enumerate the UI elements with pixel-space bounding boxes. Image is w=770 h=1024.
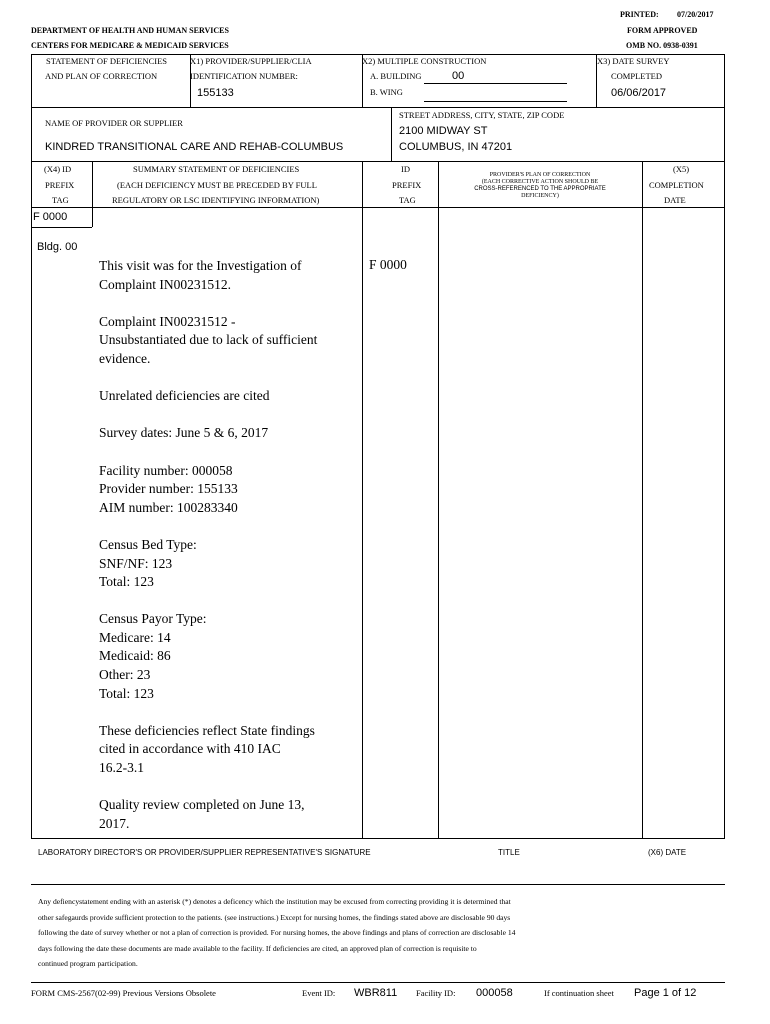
prefix-tag: F 0000 — [33, 211, 68, 223]
summary-line: cited in accordance with 410 IAC — [99, 741, 281, 757]
signature-bottom-line — [31, 884, 725, 885]
summary-line: These deficiencies reflect State findings — [99, 722, 315, 738]
facility-id: 000058 — [476, 987, 513, 999]
summary-line: Census Payor Type: — [99, 611, 207, 627]
omb-number: OMB NO. 0938-0391 — [626, 41, 698, 50]
title-label: TITLE — [498, 848, 520, 857]
table-left-border — [31, 54, 32, 838]
page-number: Page 1 of 12 — [634, 987, 697, 999]
summary-line: Unrelated deficiencies are cited — [99, 388, 270, 404]
top-table-border — [31, 54, 725, 55]
printed-label: PRINTED: — [620, 10, 659, 19]
summary-line: 16.2-3.1 — [99, 760, 144, 776]
summary-line: This visit was for the Investigation of — [99, 258, 302, 273]
address-line-2: COLUMBUS, IN 47201 — [399, 141, 513, 153]
plan-header-3: CROSS-REFERENCED TO THE APPROPRIATE — [474, 186, 606, 192]
statement-label-1: STATEMENT OF DEFICIENCIES — [46, 56, 168, 66]
x4-header-3: TAG — [52, 195, 69, 205]
summary-line: Survey dates: June 5 & 6, 2017 — [99, 425, 269, 441]
x4-header-2: PREFIX — [45, 180, 75, 190]
summary-line: Other: 23 — [99, 667, 151, 683]
id-header-1: ID — [401, 164, 410, 174]
disclaimer-line: days following the date these documents are made available to the facility. If deficiencies are cited, an approved plan of correction is requisite to — [38, 943, 477, 953]
id-col-divider — [438, 161, 439, 838]
provider-row-divider — [31, 161, 725, 162]
prefix-tag-divider — [92, 207, 93, 227]
summary-line: Facility number: 000058 — [99, 462, 233, 478]
signature-label: LABORATORY DIRECTOR'S OR PROVIDER/SUPPLIER REPRESENTATIVE'S SIGNATURE — [38, 848, 371, 857]
x1-label-1: X1) PROVIDER/SUPPLIER/CLIA — [190, 56, 312, 66]
summary-line: Total: 123 — [99, 574, 154, 590]
summary-paragraph — [99, 313, 359, 369]
disclaimer-line: other safegaurds provide sufficient protection to the patients. (see instructions.) Except for nursing homes, the findings stated above are disclosable 90 days — [38, 912, 511, 922]
summary-paragraph — [99, 462, 359, 518]
disclaimer-line: continued program participation. — [38, 959, 138, 969]
plan-header-2: (EACH CORRECTIVE ACTION SHOULD BE — [481, 179, 599, 185]
summary-line: Census Bed Type: — [99, 536, 197, 552]
summary-line: Quality review completed on June 13, — [99, 797, 305, 813]
summary-paragraph — [99, 424, 359, 443]
printed-date: 07/20/2017 — [677, 10, 714, 19]
x6-date-label: (X6) DATE — [648, 848, 687, 857]
prefix-col-divider — [92, 161, 93, 207]
summary-line: AIM number: 100283340 — [99, 499, 238, 515]
x5-header-3: DATE — [664, 195, 686, 205]
x3-label-2: COMPLETED — [611, 71, 662, 81]
summary-line: Complaint IN00231512 - — [99, 313, 236, 329]
address-line-1: 2100 MIDWAY ST — [399, 125, 488, 137]
summary-header-3: REGULATORY OR LSC IDENTIFYING INFORMATION) — [112, 195, 320, 205]
summary-line: evidence. — [99, 350, 151, 366]
address-label: STREET ADDRESS, CITY, STATE, ZIP CODE — [399, 110, 565, 120]
continuation-label: If continuation sheet — [544, 988, 614, 998]
summary-line: Total: 123 — [99, 685, 154, 701]
plan-header-4: DEFICIENCY) — [521, 193, 559, 199]
summary-line: SNF/NF: 123 — [99, 555, 173, 571]
x5-header-1: (X5) — [673, 164, 690, 174]
prefix-tag-underline — [31, 227, 92, 228]
id-header-2: PREFIX — [392, 180, 422, 190]
summary-line: Provider number: 155133 — [99, 481, 238, 497]
disclaimer-text — [38, 894, 618, 972]
x1-label-2: IDENTIFICATION NUMBER: — [190, 71, 298, 81]
x4-header-1: (X4) ID — [44, 164, 72, 174]
wing-underline — [424, 101, 567, 102]
top-table-divider — [31, 107, 725, 108]
form-approved: FORM APPROVED — [627, 26, 698, 35]
summary-header-1: SUMMARY STATEMENT OF DEFICIENCIES — [133, 164, 300, 174]
summary-paragraph — [99, 722, 359, 778]
wing-label: B. WING — [370, 87, 403, 97]
summary-line: Medicare: 14 — [99, 629, 171, 645]
summary-paragraph — [99, 610, 359, 703]
building-label: A. BUILDING — [370, 71, 422, 81]
footer-top-line — [31, 982, 725, 983]
statement-label-2: AND PLAN OF CORRECTION — [45, 71, 158, 81]
table-right-border — [724, 54, 725, 838]
disclaimer-line: following the date of survey whether or not a plan of correction is provided. For nursing homes, the above findings and plans of correction are disclosable 14 — [38, 928, 516, 938]
plan-header-1: PROVIDER'S PLAN OF CORRECTION — [489, 172, 591, 178]
facility-id-label: Facility ID: — [416, 988, 456, 998]
event-id: WBR811 — [354, 987, 398, 999]
plan-col-divider — [642, 161, 643, 838]
summary-line: Medicaid: 86 — [99, 648, 171, 664]
summary-paragraph — [99, 257, 359, 294]
survey-date: 06/06/2017 — [611, 87, 667, 99]
summary-line: Complaint IN00231512. — [99, 276, 231, 292]
id-header-3: TAG — [399, 195, 416, 205]
id-tag: F 0000 — [369, 257, 407, 272]
building-tag: Bldg. 00 — [37, 241, 78, 253]
summary-paragraph — [99, 387, 359, 406]
summary-header-2: (EACH DEFICIENCY MUST BE PRECEDED BY FULL — [117, 180, 317, 190]
building-value: 00 — [452, 70, 465, 82]
provider-name-label: NAME OF PROVIDER OR SUPPLIER — [45, 118, 183, 128]
summary-paragraph — [99, 536, 359, 592]
x5-header-2: COMPLETION — [649, 180, 704, 190]
building-underline — [424, 83, 567, 84]
deficiency-summary-text — [99, 257, 359, 852]
disclaimer-line: Any defiencystatement ending with an asterisk (*) denotes a deficency which the institution may be excused from correcting providing it is determined that — [38, 897, 511, 906]
department-name: DEPARTMENT OF HEALTH AND HUMAN SERVICES — [31, 26, 229, 35]
column-header-divider — [31, 207, 725, 208]
x3-label-1: X3) DATE SURVEY — [597, 56, 670, 66]
summary-line: Unsubstantiated due to lack of sufficient — [99, 332, 318, 348]
event-id-label: Event ID: — [302, 988, 336, 998]
form-number: FORM CMS-2567(02-99) Previous Versions Obsolete — [31, 988, 216, 998]
provider-id: 155133 — [197, 87, 234, 99]
summary-col-divider — [362, 161, 363, 838]
address-divider — [391, 107, 392, 161]
x2-label: X2) MULTIPLE CONSTRUCTION — [362, 56, 487, 66]
provider-name: KINDRED TRANSITIONAL CARE AND REHAB-COLUMBUS — [45, 141, 344, 153]
centers-name: CENTERS FOR MEDICARE & MEDICAID SERVICES — [31, 41, 229, 50]
summary-paragraph — [99, 796, 359, 833]
summary-line: 2017. — [99, 815, 130, 831]
